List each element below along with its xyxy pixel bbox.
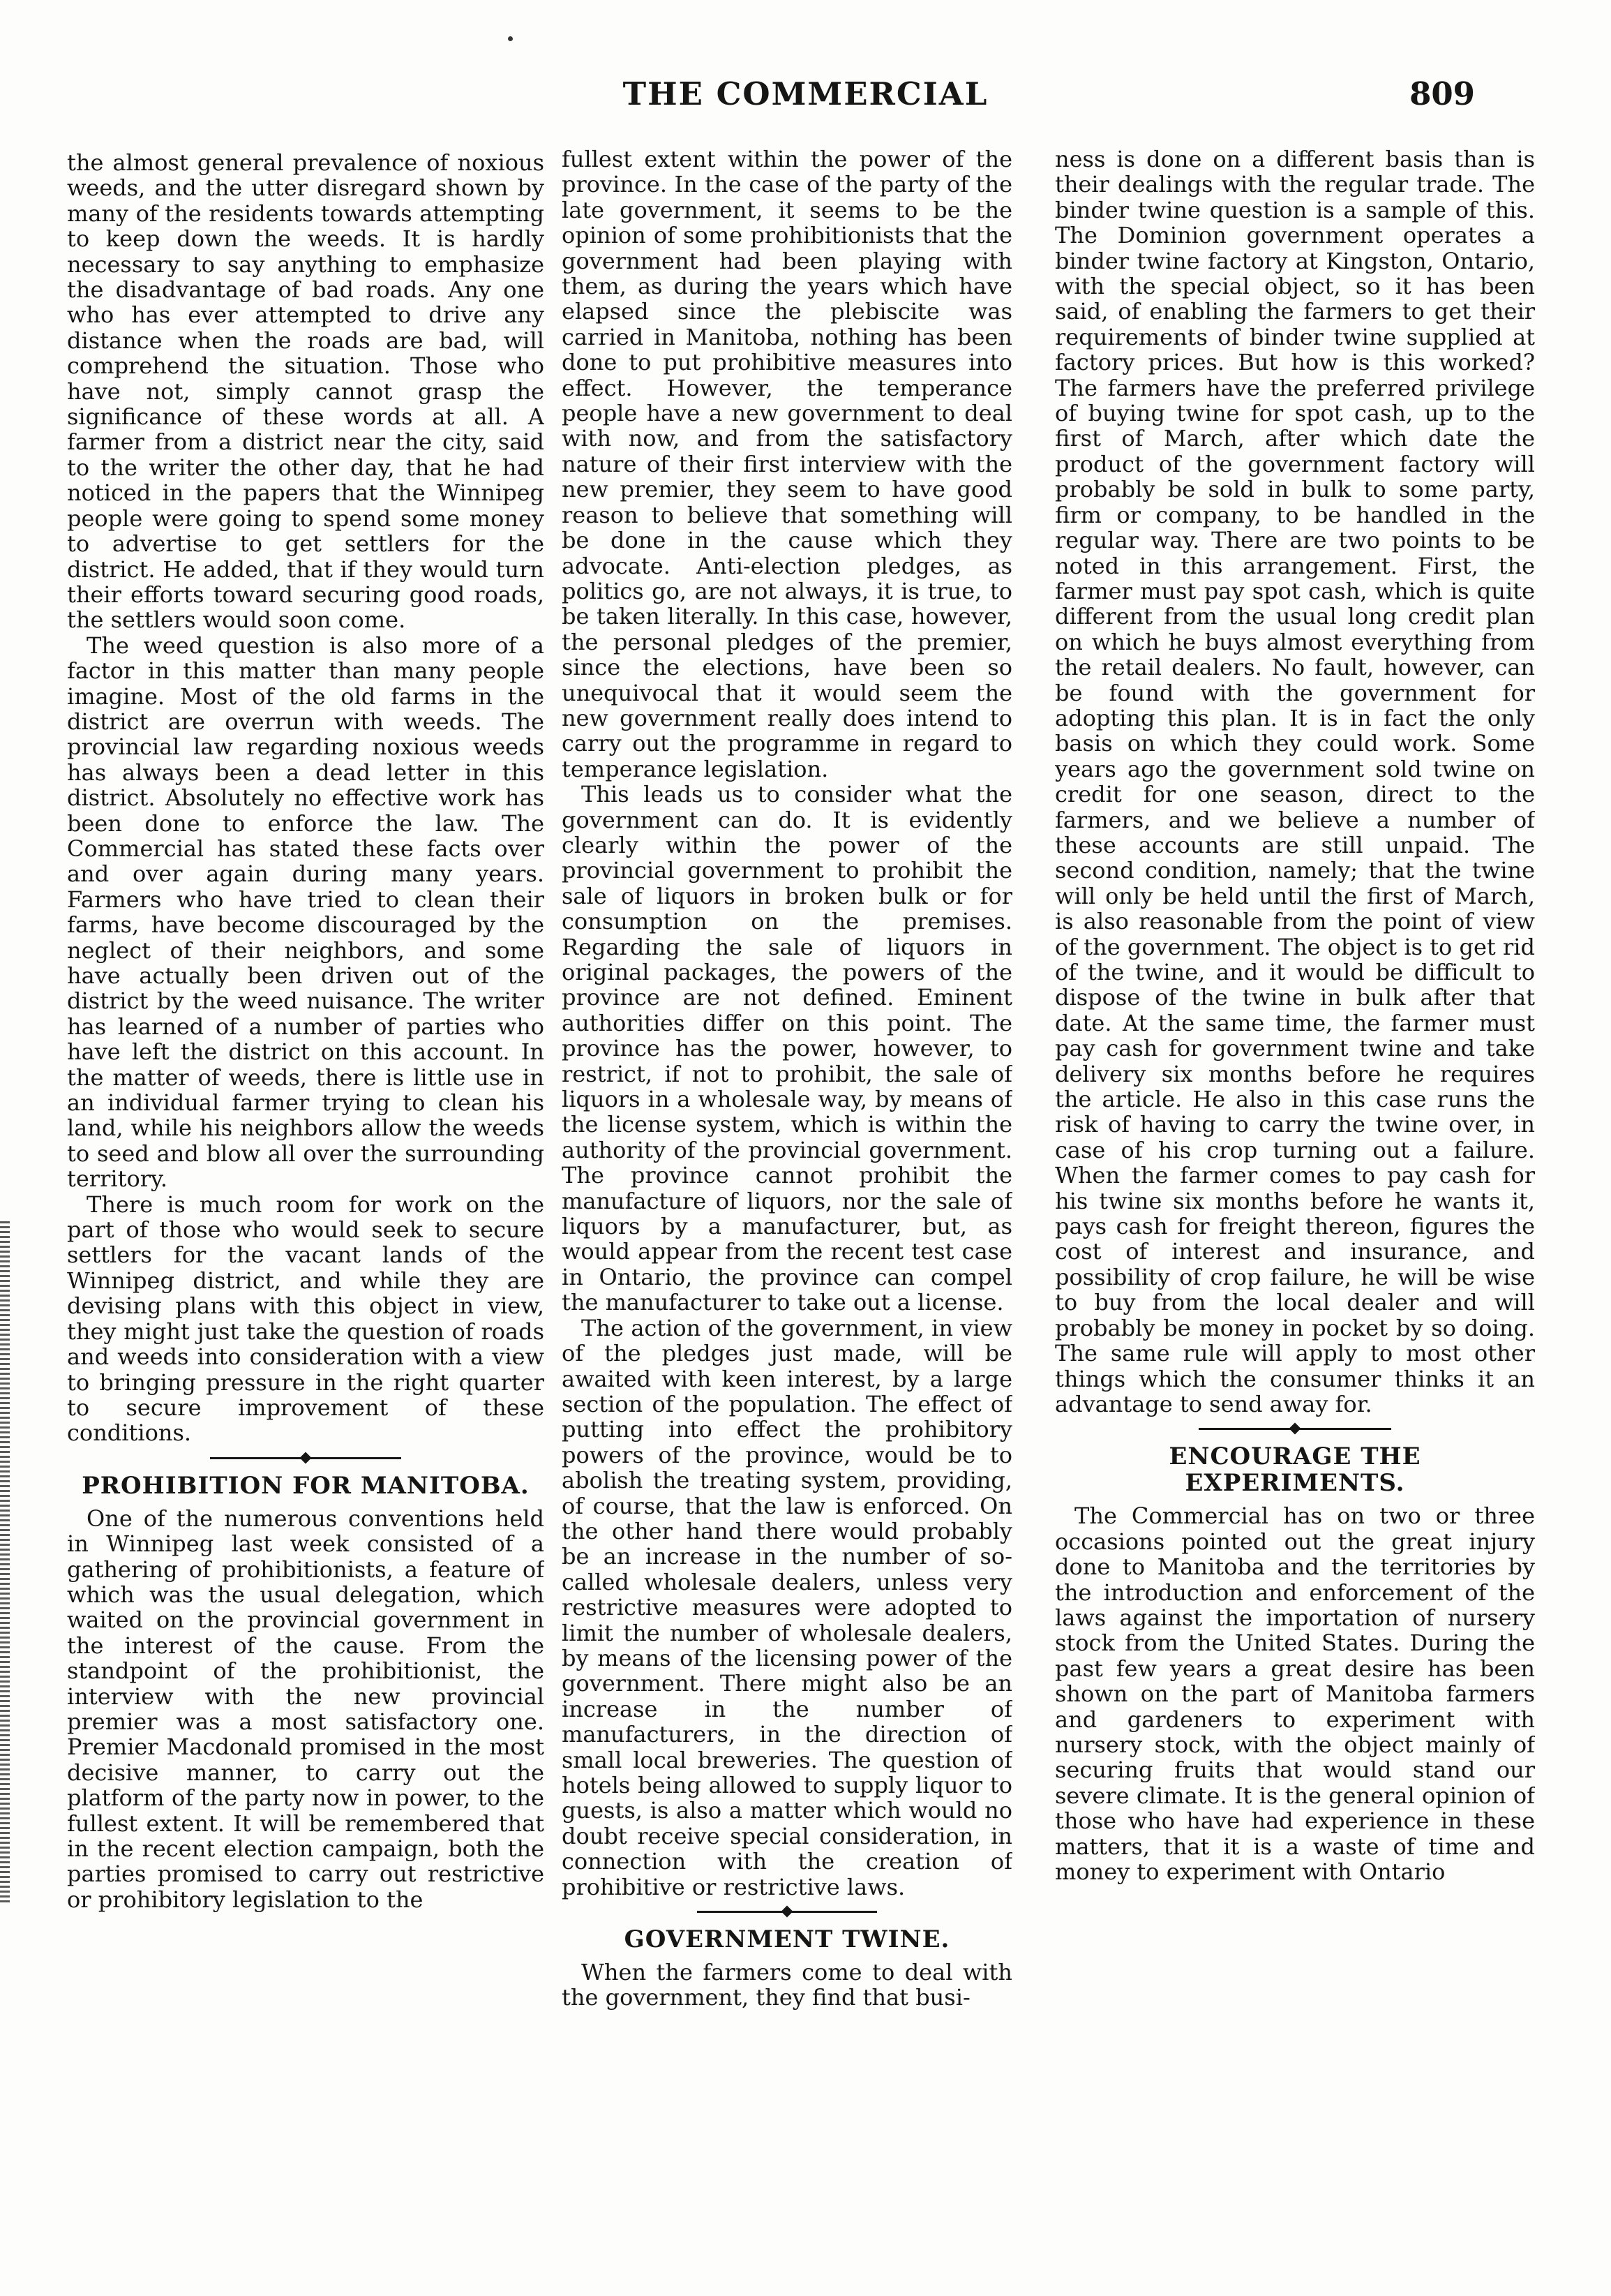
page-header: [0, 75, 1611, 131]
article-paragraph: The Commercial has on two or three occasions pointed out the great injury done to Manitoba and the territories by the introduction and enforcement of the laws against the importation of nursery stock from the United States. During the past few years a great desire has been shown on the part of Manitoba farmers and gardeners to experiment with nursery stock, with the object mainly of securing fruits that would stand our severe climate. It is the general opinion of those who have had experience in these matters, that it is a waste of time and money to experiment with Ontario: [1055, 1503, 1535, 1885]
article-heading: ENCOURAGE THE EXPERIMENTS.: [1169, 1443, 1421, 1498]
print-speck: [508, 36, 513, 41]
article-paragraph: The weed question is also more of a factor in this matter than many people imagine. Most of the old farms in the district are overrun with weeds. The provincial law regarding noxious weeds has always been a dead letter in this district. Absolutely no effective work has been done to enforce the law. The Commercial has stated these facts over and over again during many years. Farmers who have tried to clean their farms, have become discouraged by the neglect of their neighbors, and some have actually been driven out of the district by the weed nuisance. The writer has learned of a number of parties who have left the district on this account. In the matter of weeds, there is little use in an individual farmer trying to clean his land, while his neighbors allow the weeds to seed and blow all over the surrounding territory.: [67, 632, 544, 1193]
publication-title: THE COMMERCIAL: [622, 75, 989, 112]
article-paragraph: ness is done on a different basis than is their dealings with the regular trade. The binder twine question is a sample of this. The Dominion government operates a binder twine factory at Kingston, Ontario, with the special object, so it has been said, of enabling the farmers to get their requirements of binder twine supplied at factory prices. But how is this worked? The farmers have the preferred privilege of buying twine for spot cash, up to the first of March, after which date the product of the government factory will probably be sold in bulk to some party, firm or company, to be handled in the regular way. There are two points to be noted in this arrangement. First, the farmer must pay spot cash, which is quite different from the usual long credit plan on which he buys almost everything from the retail dealers. No fault, however, can be found with the government for adopting this plan. It is in fact the only basis on which they could work. Some years ago the government sold twine on credit for one season, direct to the farmers, and we believe a number of these accounts are still unpaid. The second condition, namely; that the twine will only be held until the first of March, is also reasonable from the point of view of the government. The object is to get rid of the twine, and it would be difficult to dispose of the twine in bulk after that date. At the same time, the farmer must pay cash for government twine and take delivery six months before he requires the article. He also in this case runs the risk of having to carry the twine over, in case of his crop turning out a failure. When the farmer comes to pay cash for his twine six months before he wants it, pays cash for freight thereon, figures the cost of interest and insurance, and possibility of crop failure, he will be wise to buy from the local dealer and will probably be money in pocket by so doing. The same rule will apply to most other things which the consumer thinks it an advantage to send away for.: [1055, 147, 1535, 1417]
article-paragraph: One of the numerous conventions held in Winnipeg last week consisted of a gathering of prohibitionists, a feature of which was the usual delegation, which waited on the provincial government in the interest of the cause. From the standpoint of the prohibitionist, the interview with the new provincial premier was a most satisfactory one. Premier Macdonald promised in the most decisive manner, to carry out the platform of the party now in power, to the fullest extent. It will be remembered that in the recent election campaign, both the parties promised to carry out restrictive or prohibitory legislation to the: [67, 1505, 544, 1913]
article-paragraph: fullest extent within the power of the province. In the case of the party of the late government, it seems to be the opinion of some prohibitionists that the government had been playing with them, as during the years which have elapsed since the plebiscite was carried in Manitoba, nothing has been done to put prohibitive measures into effect. However, the temperance people have a new government to deal with now, and from the satisfactory nature of their first interview with the new premier, they seem to have good reason to believe that something will be done in the cause which they advocate. Anti-election pledges, as politics go, are not always, it is true, to be taken literally. In this case, however, the personal pledges of the premier, since the elections, have been so unequivocal that it would seem the new government really does intend to carry out the programme in regard to temperance legislation.: [562, 147, 1012, 782]
binding-edge: [0, 1221, 10, 1905]
page-number: 809: [1409, 75, 1475, 112]
article-heading: GOVERNMENT TWINE.: [624, 1925, 950, 1954]
article-paragraph: When the farmers come to deal with the government, they find that busi-: [562, 1959, 1012, 2011]
section-divider: [562, 1905, 1012, 1918]
article-heading: PROHIBITION FOR MANITOBA.: [82, 1471, 530, 1500]
column-2: [562, 147, 1012, 2244]
column-1: [67, 150, 544, 2240]
section-divider: [67, 1452, 544, 1464]
article-paragraph: There is much room for work on the part of those who would seek to secure settlers for the vacant lands of the Winnipeg district, and while they are devising plans with this object in view, they might just take the question of roads and weeds into consideration with a view to bringing pressure in the right quarter to secure improvement of these conditions.: [67, 1191, 544, 1447]
section-divider: [1055, 1422, 1535, 1435]
article-paragraph: the almost general prevalence of noxious weeds, and the utter disregard shown by many of the residents towards attempting to keep down the weeds. It is hardly necessary to say anything to emphasize the disadvantage of bad roads. Any one who has ever attempted to drive any distance when the roads are bad, will comprehend the situation. Those who have not, simply cannot grasp the significance of these words at all. A farmer from a district near the city, said to the writer the other day, that he had noticed in the papers that the Winnipeg people were going to spend some money to advertise to get settlers for the district. He added, that if they would turn their efforts toward securing good roads, the settlers would soon come.: [67, 150, 544, 634]
column-3: [1055, 147, 1535, 2244]
article-paragraph: This leads us to consider what the government can do. It is evidently clearly within the power of the provincial government to prohibit the sale of liquors in broken bulk or for consumption on the premises. Regarding the sale of liquors in original packages, the powers of the province are not defined. Eminent authorities differ on this point. The province has the power, however, to restrict, if not to prohibit, the sale of liquors in a wholesale way, by means of the license system, which is within the authority of the provincial government. The province cannot prohibit the manufacture of liquors, nor the sale of liquors by a manufacturer, but, as would appear from the recent test case in Ontario, the province can compel the manufacturer to take out a license.: [562, 781, 1012, 1316]
article-paragraph: The action of the government, in view of the pledges just made, will be awaited with keen interest, by a large section of the population. The effect of putting into effect the prohibitory powers of the province, would be to abolish the treating system, providing, of course, that the law is enforced. On the other hand there would probably be an increase in the number of so-called wholesale dealers, unless very restrictive measures were adopted to limit the number of wholesale dealers, by means of the licensing power of the government. There might also be an increase in the number of manufacturers, in the direction of small local breweries. The question of hotels being allowed to supply liquor to guests, is also a matter which would no doubt receive special consideration, in connection with the creation of prohibitive or restrictive laws.: [562, 1314, 1012, 1900]
